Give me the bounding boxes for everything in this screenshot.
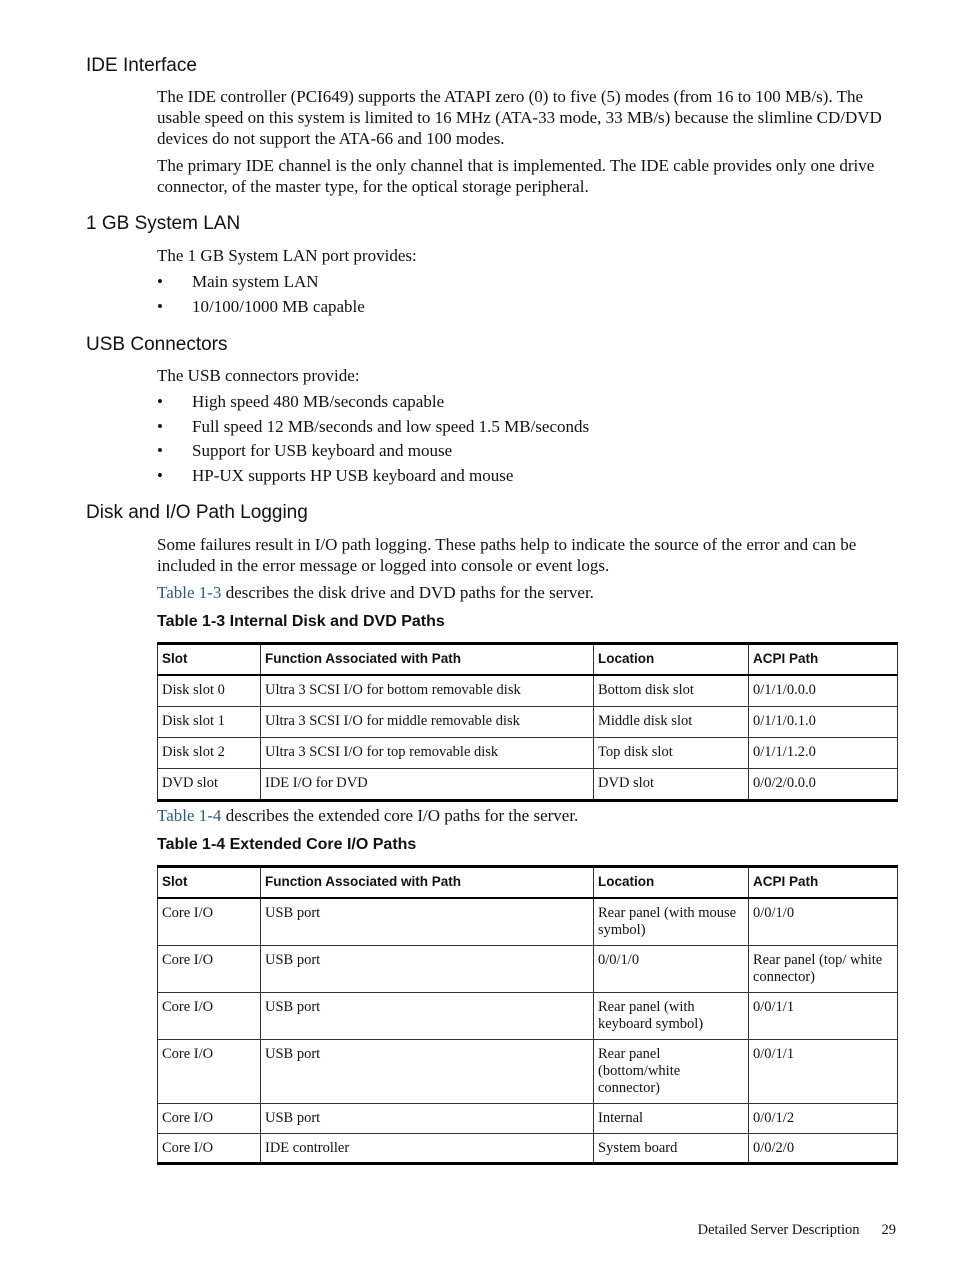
table-row xyxy=(158,707,898,738)
list-item: • Full speed 12 MB/seconds and low speed 1.5 MB/seconds xyxy=(157,415,589,440)
table-header-row xyxy=(158,644,898,676)
table-cell: Rear panel (with keyboard symbol) xyxy=(594,992,749,1039)
table-cell: Core I/O xyxy=(158,1103,261,1133)
table-cell: USB port xyxy=(261,992,594,1039)
table-cell: Ultra 3 SCSI I/O for bottom removable disk xyxy=(261,675,594,707)
table-cell: DVD slot xyxy=(594,769,749,801)
table-cell: Core I/O xyxy=(158,898,261,945)
disk-paragraph: Some failures result in I/O path logging. These paths help to indicate the source of the error and can be included in the error message or logged into console or event logs. xyxy=(157,535,857,575)
column-header-location: Location xyxy=(594,867,749,899)
table-cell: 0/0/1/0 xyxy=(749,898,898,945)
table-cell: 0/0/1/1 xyxy=(749,992,898,1039)
page-footer xyxy=(698,1222,896,1239)
table-cell: USB port xyxy=(261,1039,594,1103)
page-number: 29 xyxy=(881,1222,896,1238)
table-row xyxy=(158,1103,898,1133)
table-1-4 xyxy=(157,865,898,1165)
bullet-icon: • xyxy=(157,465,163,485)
bullet-icon: • xyxy=(157,296,163,316)
table-cell: Middle disk slot xyxy=(594,707,749,738)
usb-bullet-list xyxy=(157,390,589,488)
list-item: • HP-UX supports HP USB keyboard and mouse xyxy=(157,464,589,489)
bullet-icon: • xyxy=(157,416,163,436)
table-1-3-reference: Table 1-3 describes the disk drive and DVD paths for the server. xyxy=(157,583,594,602)
table-1-4-reference: Table 1-4 describes the extended core I/O paths for the server. xyxy=(157,806,579,825)
section-heading-lan: 1 GB System LAN xyxy=(86,213,241,234)
table-row xyxy=(158,738,898,769)
list-item: • Main system LAN xyxy=(157,270,365,295)
table-cell: Core I/O xyxy=(158,1133,261,1163)
table-cell: 0/1/1/0.1.0 xyxy=(749,707,898,738)
table-cell: Top disk slot xyxy=(594,738,749,769)
column-header-acpi-path: ACPI Path xyxy=(749,644,898,676)
table-row xyxy=(158,898,898,945)
list-item: • 10/100/1000 MB capable xyxy=(157,295,365,320)
table-cell: Internal xyxy=(594,1103,749,1133)
column-header-slot: Slot xyxy=(158,867,261,899)
table-cell: IDE controller xyxy=(261,1133,594,1163)
bullet-icon: • xyxy=(157,392,163,411)
column-header-acpi-path: ACPI Path xyxy=(749,867,898,899)
table-cell: Disk slot 1 xyxy=(158,707,261,738)
table-cell: 0/0/1/0 xyxy=(594,945,749,992)
table-cell: 0/0/1/1 xyxy=(749,1039,898,1103)
lan-bullet-list xyxy=(157,270,365,319)
table-cell: Disk slot 0 xyxy=(158,675,261,707)
table-cell: 0/0/1/2 xyxy=(749,1103,898,1133)
table-cell: Core I/O xyxy=(158,945,261,992)
table-cell: Disk slot 2 xyxy=(158,738,261,769)
table-row xyxy=(158,675,898,707)
table-row xyxy=(158,1133,898,1163)
table-cell: Core I/O xyxy=(158,1039,261,1103)
table-cell: Ultra 3 SCSI I/O for middle removable disk xyxy=(261,707,594,738)
list-item: • Support for USB keyboard and mouse xyxy=(157,439,589,464)
table-row xyxy=(158,945,898,992)
section-heading-ide: IDE Interface xyxy=(86,55,197,76)
table-row xyxy=(158,992,898,1039)
footer-title: Detailed Server Description xyxy=(697,1222,860,1238)
column-header-function: Function Associated with Path xyxy=(261,644,594,676)
table-cell: Rear panel (with mouse symbol) xyxy=(594,898,749,945)
table-cell: Ultra 3 SCSI I/O for top removable disk xyxy=(261,738,594,769)
table-cell: 0/1/1/1.2.0 xyxy=(749,738,898,769)
usb-intro: The USB connectors provide: xyxy=(157,366,360,385)
table-cell: Rear panel (top/ white connector) xyxy=(749,945,898,992)
bullet-icon: • xyxy=(157,272,163,291)
table-header-row xyxy=(158,867,898,899)
table-cell: IDE I/O for DVD xyxy=(261,769,594,801)
table-cell: System board xyxy=(594,1133,749,1163)
section-heading-usb: USB Connectors xyxy=(86,334,228,355)
table-cell: Rear panel (bottom/white connector) xyxy=(594,1039,749,1103)
table-cell: Bottom disk slot xyxy=(594,675,749,707)
table-1-3-link[interactable]: Table 1-3 xyxy=(157,583,222,602)
table-1-4-link[interactable]: Table 1-4 xyxy=(157,806,222,825)
lan-intro: The 1 GB System LAN port provides: xyxy=(157,246,417,265)
column-header-location: Location xyxy=(594,644,749,676)
list-item: • High speed 480 MB/seconds capable xyxy=(157,390,589,415)
table-cell: USB port xyxy=(261,898,594,945)
table-cell: Core I/O xyxy=(158,992,261,1039)
table-cell: DVD slot xyxy=(158,769,261,801)
table-row xyxy=(158,769,898,801)
table-1-3-caption: Table 1-3 Internal Disk and DVD Paths xyxy=(157,613,445,630)
table-cell: 0/1/1/0.0.0 xyxy=(749,675,898,707)
column-header-function: Function Associated with Path xyxy=(261,867,594,899)
table-1-3 xyxy=(157,642,898,802)
table-cell: 0/0/2/0 xyxy=(749,1133,898,1163)
table-1-4-caption: Table 1-4 Extended Core I/O Paths xyxy=(157,836,417,853)
bullet-icon: • xyxy=(157,441,163,460)
table-cell: USB port xyxy=(261,945,594,992)
ide-paragraph-1: The IDE controller (PCI649) supports the ATAPI zero (0) to five (5) modes (from 16 to 100 MB/s). The usable speed on this system is limited to 16 MHz (ATA-33 mode, 33 MB/s) because the slimline CD/DVD devices do not support the ATA-66 and 100 modes. xyxy=(157,87,882,148)
table-cell: USB port xyxy=(261,1103,594,1133)
column-header-slot: Slot xyxy=(158,644,261,676)
table-row xyxy=(158,1039,898,1103)
section-heading-disk-logging: Disk and I/O Path Logging xyxy=(86,502,308,523)
ide-paragraph-2: The primary IDE channel is the only channel that is implemented. The IDE cable provides only one drive connector, of the master type, for the optical storage peripheral. xyxy=(157,156,875,196)
table-cell: 0/0/2/0.0.0 xyxy=(749,769,898,801)
